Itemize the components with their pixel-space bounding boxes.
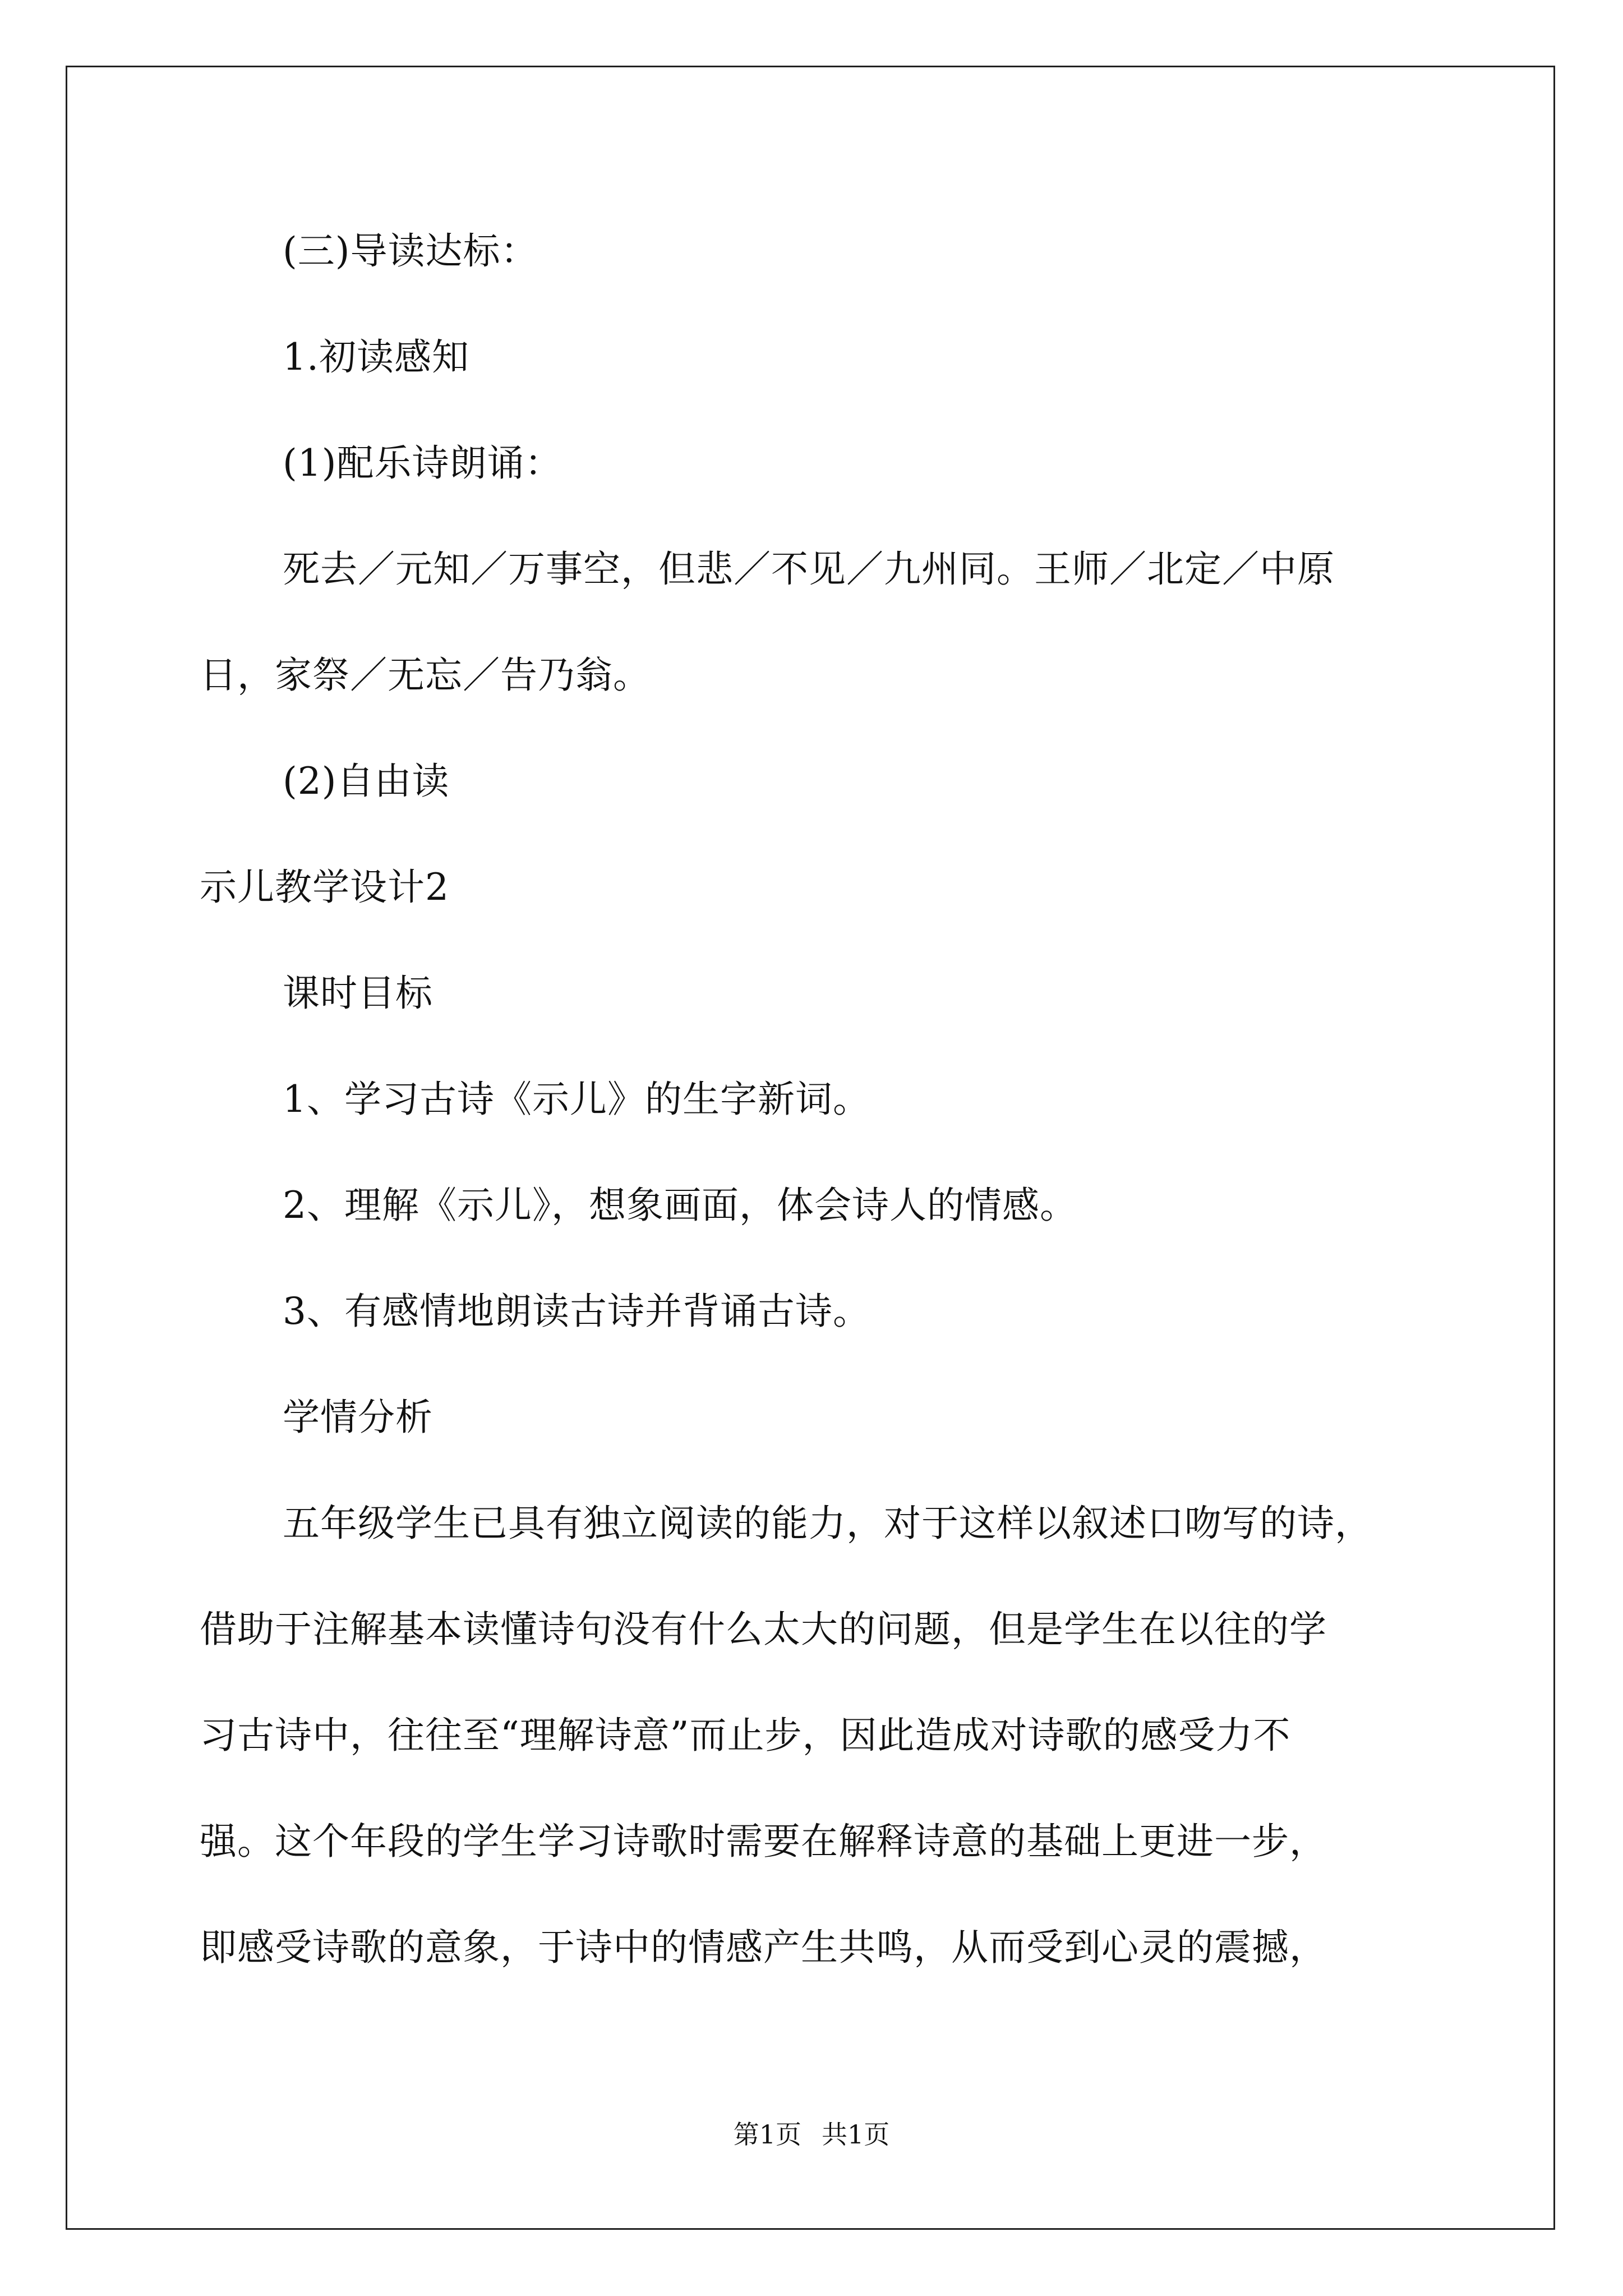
subheading: 1.初读感知	[283, 335, 469, 379]
page-frame	[66, 66, 1555, 2230]
document-title: 示儿教学设计2	[200, 866, 449, 909]
paragraph-line: 五年级学生已具有独立阅读的能力，对于这样以叙述口吻写的诗，	[283, 1502, 1372, 1545]
paragraph-line: 即感受诗歌的意象，于诗中的情感产生共鸣，从而受到心灵的震撼，	[200, 1926, 1327, 1969]
section-heading: (三)导读达标：	[283, 229, 538, 273]
list-item: 2、理解《示儿》，想象画面，体会诗人的情感。	[283, 1184, 1077, 1227]
page-footer	[0, 2118, 1623, 2151]
list-item: 3、有感情地朗读古诗并背诵古诗。	[283, 1290, 870, 1333]
subheading: (1)配乐诗朗诵：	[283, 441, 562, 485]
page-total: 共1页	[822, 2119, 890, 2150]
list-item: 1、学习古诗《示儿》的生字新词。	[283, 1078, 870, 1121]
page-number: 第1页	[733, 2119, 801, 2150]
paragraph-line: 习古诗中，往往至“理解诗意”而止步，因此造成对诗歌的感受力不	[200, 1714, 1291, 1757]
poem-line: 日，家祭／无忘／告乃翁。	[200, 654, 651, 697]
subheading: (2)自由读	[283, 760, 450, 803]
paragraph-line: 强。这个年段的学生学习诗歌时需要在解释诗意的基础上更进一步，	[200, 1820, 1327, 1863]
section-heading: 课时目标	[283, 972, 433, 1015]
poem-line: 死去／元知／万事空，但悲／不见／九州同。王师／北定／中原	[283, 547, 1335, 591]
paragraph-line: 借助于注解基本读懂诗句没有什么太大的问题，但是学生在以往的学	[200, 1608, 1327, 1651]
section-heading: 学情分析	[283, 1396, 433, 1439]
